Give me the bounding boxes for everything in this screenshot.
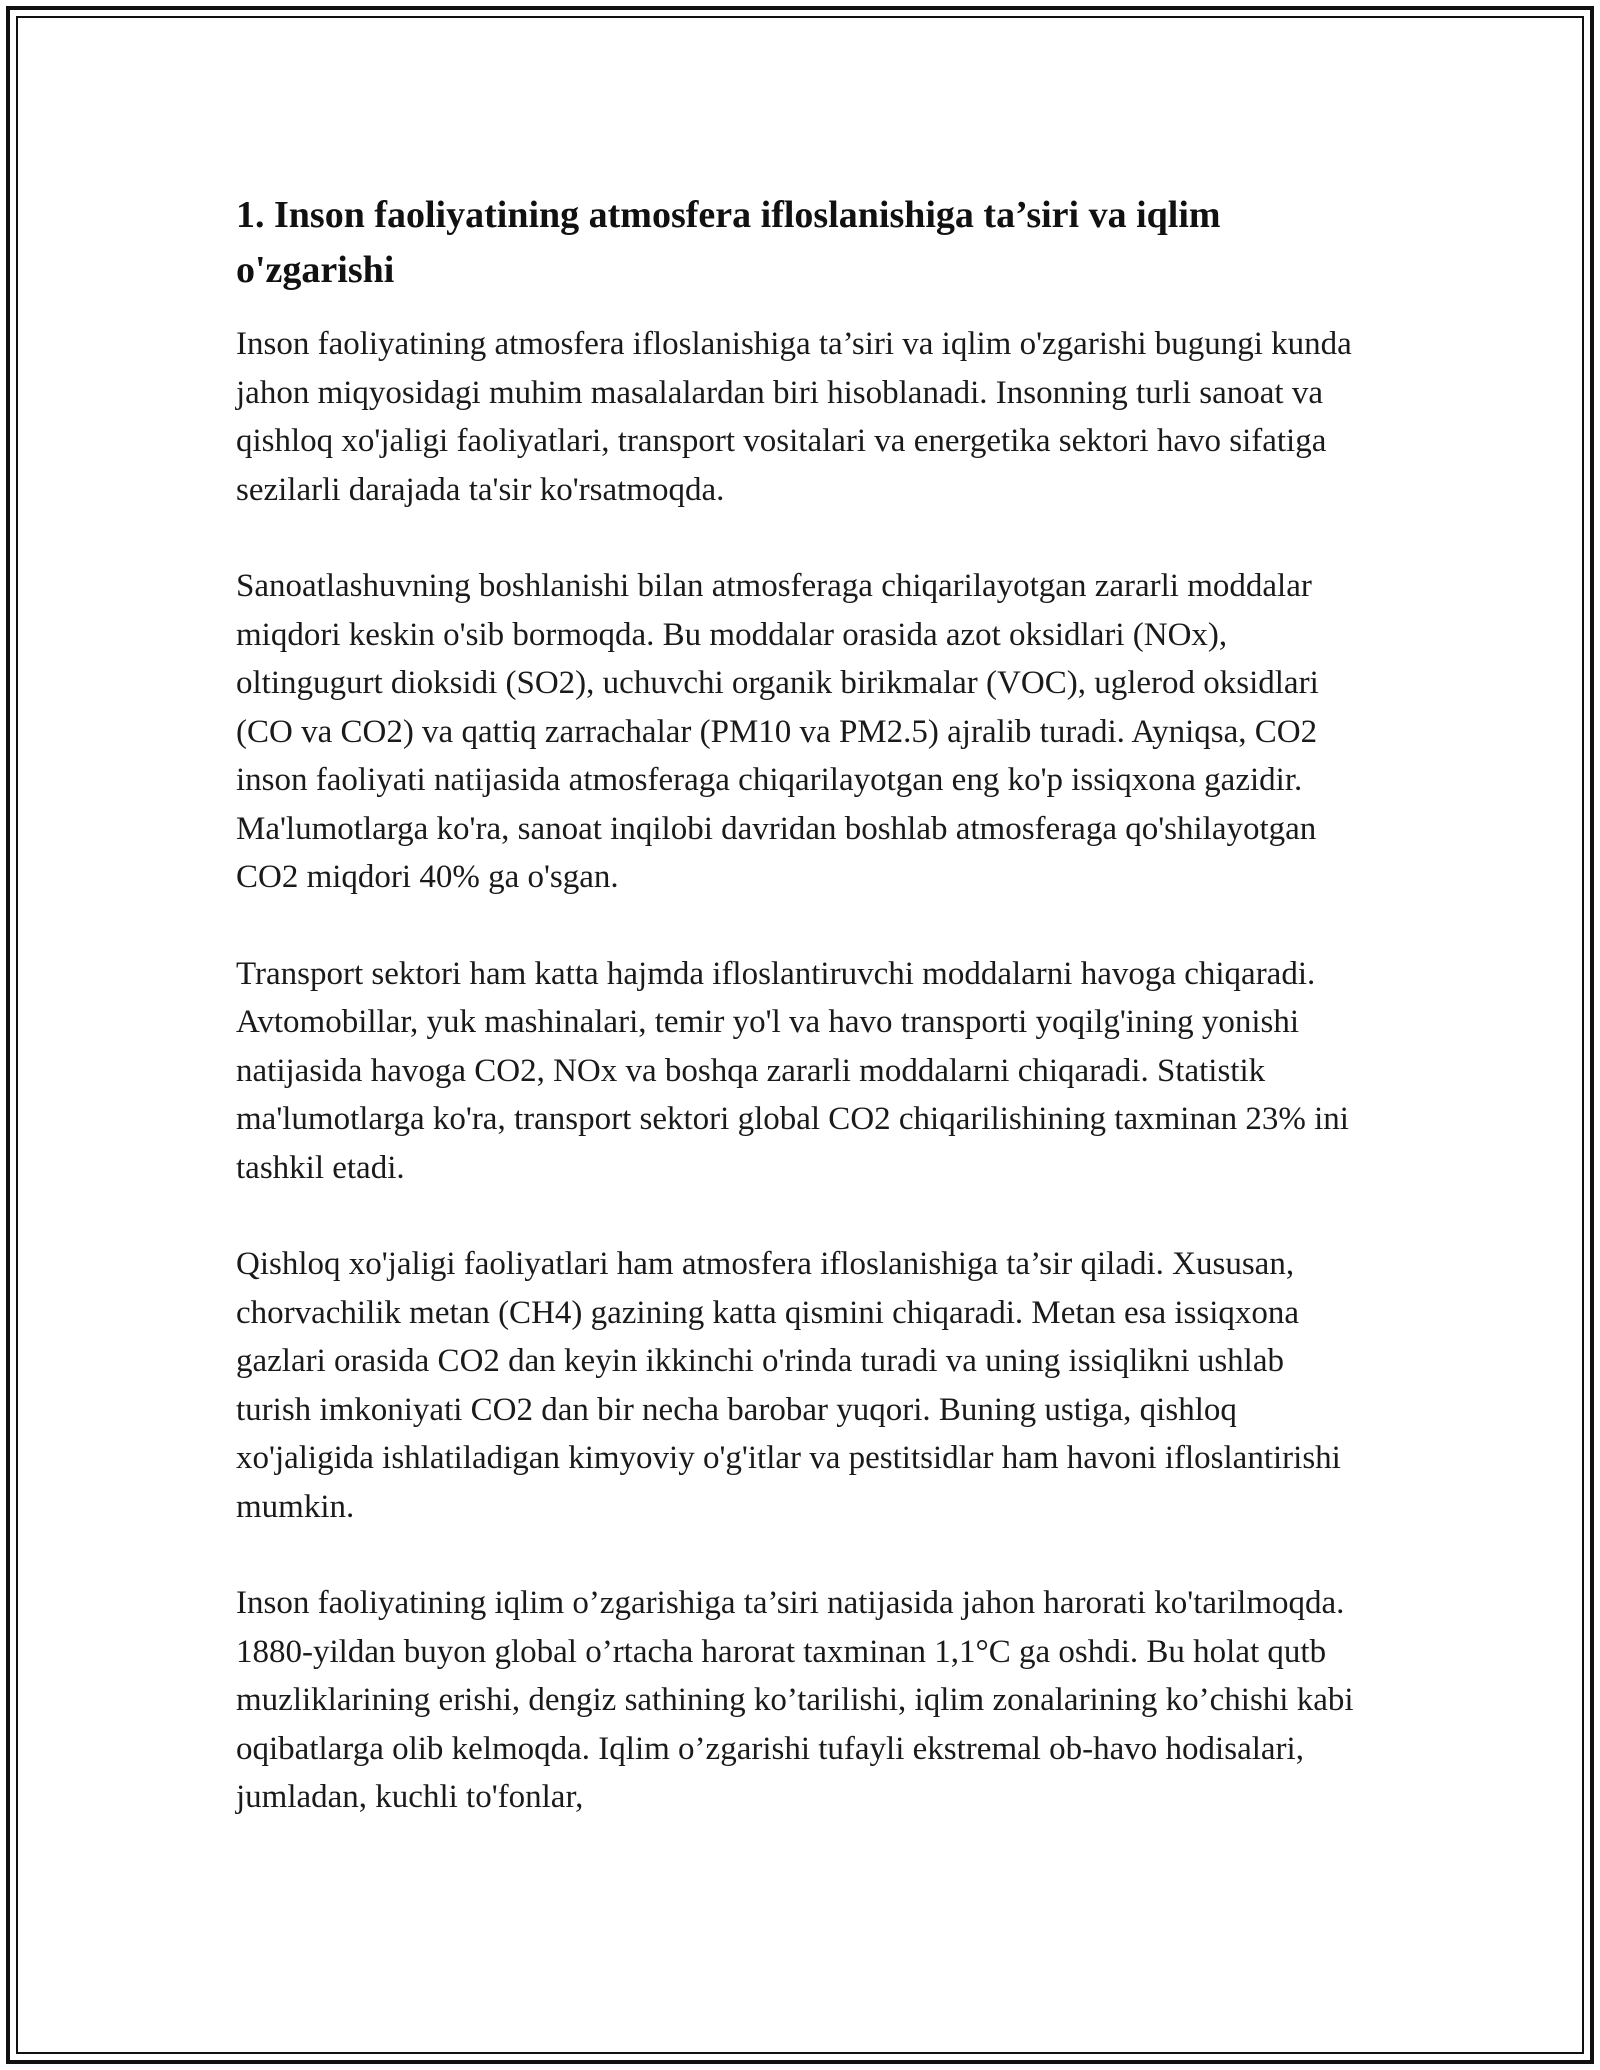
paragraph-agriculture: Qishloq xo'jaligi faoliyatlari ham atmosfera ifloslanishiga ta’sir qiladi. Xususan, chorvachilik metan (CH4) gazining katta qismini chiqaradi. Metan esa issiqxona gazlari orasida CO2 dan keyin ikkinchi o'rinda turadi va uning issiqlikni ushlab turish imkoniyati CO2 dan bir necha barobar yuqori. Buning ustiga, qishloq xo'jaligida ishlatiladigan kimyoviy o'g'itlar va pestitsidlar ham havoni ifloslantirishi mumkin. <box>236 1246 1341 1525</box>
paragraph-intro: Inson faoliyatining atmosfera ifloslanishiga ta’siri va iqlim o'zgarishi bugungi kunda jahon miqyosidagi muhim masalalardan biri hisoblanadi. Insonning turli sanoat va qishloq xo'jaligi faoliyatlari, transport vositalari va energetika sektori havo sifatiga sezilarli darajada ta'sir ko'rsatmoqda. <box>236 326 1352 508</box>
paragraph-industrialization: Sanoatlashuvning boshlanishi bilan atmosferaga chiqarilayotgan zararli moddalar miqdori keskin o'sib bormoqda. Bu moddalar orasida azot oksidlari (NOx), oltingugurt dioksidi (SO2), uchuvchi organik birikmalar (VOC), uglerod oksidlari (CO va CO2) va qattiq zarrachalar (PM10 va PM2.5) ajralib turadi. Ayniqsa, CO2 inson faoliyati natijasida atmosferaga chiqarilayotgan eng ko'p issiqxona gazidir. Ma'lumotlarga ko'ra, sanoat inqilobi davridan boshlab atmosferaga qo'shilayotgan CO2 miqdori 40% ga o'sgan. <box>236 568 1319 895</box>
document-body <box>236 188 1366 1870</box>
section-title: 1. Inson faoliyatining atmosfera ifloslanishiga ta’siri va iqlim o'zgarishi <box>236 194 1221 291</box>
paragraph-transport: Transport sektori ham katta hajmda ifloslantiruvchi moddalarni havoga chiqaradi. Avtomobillar, yuk mashinalari, temir yo'l va havo transporti yoqilg'ining yonishi natijasida havoga CO2, NOx va boshqa zararli moddalarni chiqaradi. Statistik ma'lumotlarga ko'ra, transport sektori global CO2 chiqarilishining taxminan 23% ini tashkil etadi. <box>236 955 1349 1186</box>
paragraph-climate-change: Inson faoliyatining iqlim o’zgarishiga ta’siri natijasida jahon harorati ko'tarilmoqda. 1880-yildan buyon global o’rtacha harorat taxminan 1,1°C ga oshdi. Bu holat qutb muzliklarining erishi, dengiz sathining ko’tarilishi, iqlim zonalarining ko’chishi kabi oqibatlarga olib kelmoqda. Iqlim o’zgarishi tufayli ekstremal ob-havo hodisalari, jumladan, kuchli to'fonlar, <box>236 1585 1354 1815</box>
